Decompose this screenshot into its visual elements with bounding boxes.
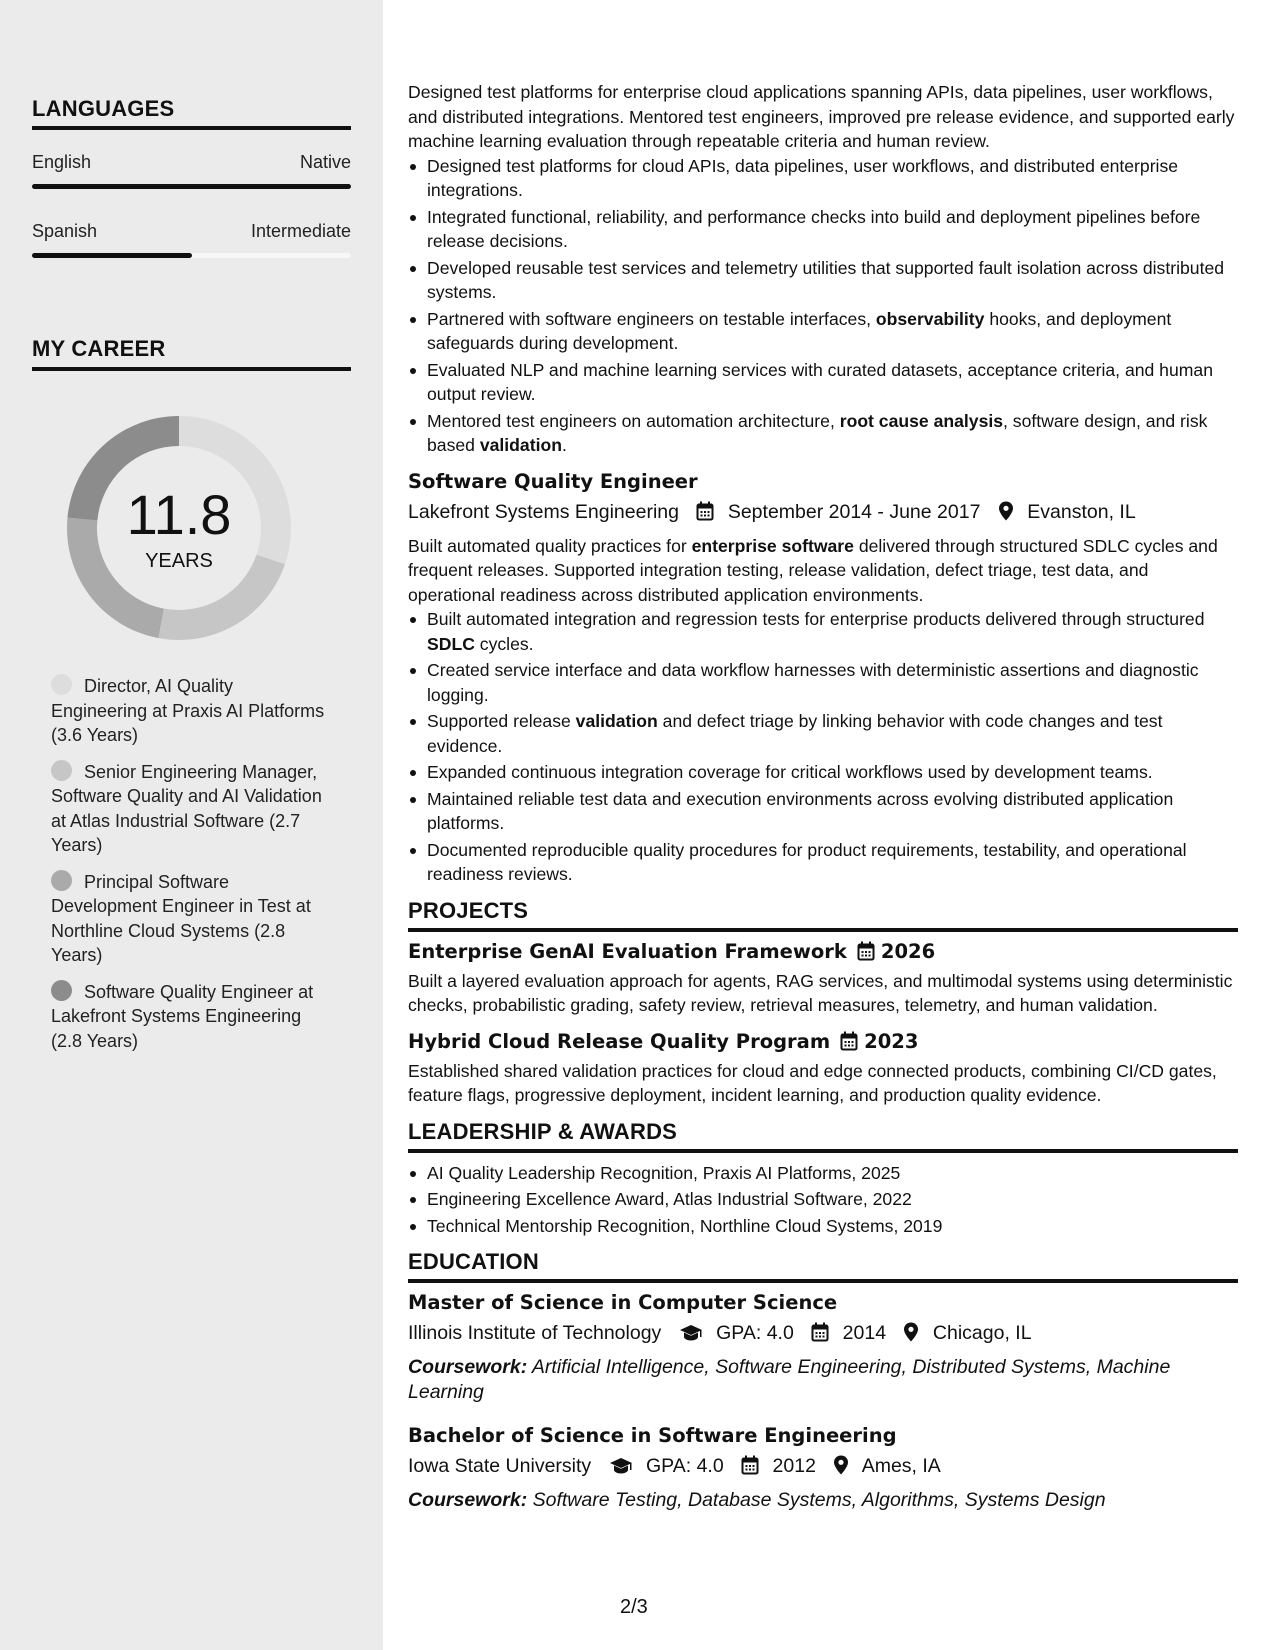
language-item-spanish bbox=[32, 221, 351, 243]
job-location: Evanston, IL bbox=[1027, 500, 1136, 523]
bullet-item: Mentored test engineers on automation architecture, root cause analysis, software design, and risk based validation. bbox=[408, 409, 1238, 458]
school-location: Ames, IA bbox=[861, 1455, 941, 1477]
job-company: Lakefront Systems Engineering bbox=[408, 500, 679, 523]
job-meta bbox=[408, 497, 1238, 530]
location-pin-icon bbox=[998, 500, 1014, 530]
legend-dot-icon bbox=[51, 674, 72, 695]
job-title: Software Quality Engineer bbox=[408, 469, 698, 493]
calendar-icon bbox=[811, 1321, 829, 1351]
coursework-text: Software Testing, Database Systems, Algorithms, Systems Design bbox=[532, 1489, 1106, 1511]
bold-emphasis: SDLC bbox=[427, 633, 475, 654]
career-donut-chart bbox=[64, 413, 294, 643]
calendar-icon bbox=[857, 941, 875, 969]
education-heading: EDUCATION bbox=[408, 1249, 539, 1274]
coursework-text: Artificial Intelligence, Software Engineering, Distributed Systems, Machine Learning bbox=[408, 1356, 1171, 1403]
graduation-cap-icon bbox=[679, 1321, 703, 1351]
page-number: 2/3 bbox=[620, 1596, 648, 1618]
projects-rule bbox=[408, 928, 1238, 932]
career-legend-item bbox=[51, 674, 331, 748]
project-name: Enterprise GenAI Evaluation Framework bbox=[408, 939, 847, 963]
project-description: Established shared validation practices for cloud and edge connected products, combining CI/CD gates, feature flags, progressive deployment, incident learning, and production quality evidence. bbox=[408, 1060, 1217, 1105]
project-title bbox=[408, 938, 1238, 969]
bold-emphasis: enterprise software bbox=[691, 535, 854, 556]
bullet-item: Designed test platforms for cloud APIs, data pipelines, user workflows, and distributed enterprise integrations. bbox=[408, 154, 1238, 203]
awards-heading: LEADERSHIP & AWARDS bbox=[408, 1118, 678, 1144]
graduation-cap-icon bbox=[609, 1454, 633, 1484]
project-description: Built a layered evaluation approach for agents, RAG services, and multimodal systems using deterministic checks, probabilistic grading, safety review, retrieval measures, telemetry, and human validation. bbox=[408, 970, 1233, 1015]
career-role-text: Director, AI Quality Engineering at Praxis AI Platforms (3.6 Years) bbox=[51, 676, 325, 745]
legend-dot-icon bbox=[51, 760, 72, 781]
graduation-year: 2014 bbox=[842, 1322, 887, 1344]
location-pin-icon bbox=[903, 1321, 919, 1351]
calendar-icon bbox=[840, 1031, 858, 1059]
awards-rule bbox=[408, 1149, 1238, 1153]
career-role-text: Senior Engineering Manager, Software Quality and AI Validation at Atlas Industrial Software (2.7 Years) bbox=[51, 761, 322, 855]
job-summary: Built automated quality practices for enterprise software delivered through structured SDLC cycles and frequent releases. Supported integration testing, release validation, defect triage, test data, and operational readiness across distributed application environments. bbox=[408, 535, 1218, 605]
gpa: GPA: 4.0 bbox=[646, 1455, 724, 1477]
education-meta bbox=[408, 1451, 1238, 1484]
bullet-item: Partnered with software engineers on testable interfaces, observability hooks, and deployment safeguards during development. bbox=[408, 307, 1238, 356]
school-name: Illinois Institute of Technology bbox=[408, 1322, 662, 1344]
degree-title: Master of Science in Computer Science bbox=[408, 1291, 838, 1314]
language-bar bbox=[32, 184, 351, 189]
legend-dot-icon bbox=[51, 980, 72, 1001]
career-total-years: 11.8 bbox=[126, 483, 232, 546]
bullet-item: Created service interface and data workflow harnesses with deterministic assertions and diagnostic logging. bbox=[408, 658, 1238, 707]
legend-dot-icon bbox=[51, 870, 72, 891]
coursework-label: Coursework: bbox=[408, 1489, 528, 1511]
language-bar-fill bbox=[32, 253, 192, 258]
graduation-year: 2012 bbox=[772, 1455, 816, 1477]
language-level: Native bbox=[299, 152, 351, 172]
career-legend-item bbox=[51, 760, 331, 858]
job-bullets bbox=[408, 607, 1238, 887]
bullet-item: Developed reusable test services and telemetry utilities that supported fault isolation across distributed systems. bbox=[408, 256, 1238, 305]
coursework bbox=[408, 1355, 1238, 1404]
calendar-icon bbox=[696, 500, 714, 530]
calendar-icon bbox=[741, 1454, 759, 1484]
career-legend-item bbox=[51, 980, 331, 1054]
bold-emphasis: root cause analysis bbox=[839, 410, 1004, 431]
projects-heading: PROJECTS bbox=[408, 897, 529, 923]
bullet-item: Built automated integration and regression tests for enterprise products delivered through structured SDLC cycles. bbox=[408, 607, 1238, 656]
previous-role-summary: Designed test platforms for enterprise cloud applications spanning APIs, data pipelines, user workflows, and distributed integrations. Mentored test engineers, improved pre release evidence, and supported early machine learning evaluation through repeatable criteria and human review. bbox=[408, 82, 1235, 151]
location-pin-icon bbox=[833, 1454, 849, 1484]
sidebar bbox=[0, 0, 383, 1650]
education-rule bbox=[408, 1279, 1238, 1283]
language-bar bbox=[32, 253, 351, 258]
languages-rule bbox=[32, 126, 351, 130]
project-year: 2023 bbox=[864, 1029, 919, 1053]
career-role-text: Software Quality Engineer at Lakefront Systems Engineering (2.8 Years) bbox=[51, 981, 314, 1051]
bullet-item: Evaluated NLP and machine learning services with curated datasets, acceptance criteria, and human output review. bbox=[408, 358, 1238, 407]
bullet-item: Maintained reliable test data and execution environments across evolving distributed application platforms. bbox=[408, 787, 1238, 836]
school-name: Iowa State University bbox=[408, 1455, 592, 1477]
career-role-text: Principal Software Development Engineer in Test at Northline Cloud Systems (2.8 Years) bbox=[51, 871, 311, 965]
bold-emphasis: validation bbox=[575, 711, 658, 731]
language-name: Spanish bbox=[32, 221, 98, 241]
career-total-unit: YEARS bbox=[145, 550, 213, 572]
previous-role-bullets bbox=[408, 154, 1238, 458]
language-level: Intermediate bbox=[250, 221, 351, 241]
career-heading: MY CAREER bbox=[32, 336, 166, 361]
language-bar-fill bbox=[32, 184, 351, 189]
project-year: 2026 bbox=[880, 939, 936, 963]
bold-emphasis: observability bbox=[875, 308, 985, 329]
career-legend bbox=[51, 674, 331, 1065]
award-item: Technical Mentorship Recognition, Northline Cloud Systems, 2019 bbox=[408, 1214, 1238, 1239]
bullet-item: Expanded continuous integration coverage for critical workflows used by development teams. bbox=[408, 760, 1238, 785]
bullet-item: Integrated functional, reliability, and performance checks into build and deployment pipelines before release decisions. bbox=[408, 205, 1238, 254]
gpa: GPA: 4.0 bbox=[716, 1322, 794, 1344]
coursework-label: Coursework: bbox=[408, 1356, 528, 1378]
job-dates: September 2014 - June 2017 bbox=[727, 500, 981, 523]
project-title bbox=[408, 1028, 1238, 1059]
main-content bbox=[408, 80, 1238, 1513]
bullet-item: Supported release validation and defect triage by linking behavior with code changes and test evidence. bbox=[408, 709, 1238, 758]
awards-list bbox=[408, 1161, 1238, 1239]
language-name: English bbox=[32, 152, 92, 172]
career-rule bbox=[32, 367, 351, 371]
bullet-item: Documented reproducible quality procedures for product requirements, testability, and operational readiness reviews. bbox=[408, 838, 1238, 887]
school-location: Chicago, IL bbox=[932, 1322, 1032, 1344]
language-item-english bbox=[32, 152, 351, 174]
award-item: AI Quality Leadership Recognition, Praxis AI Platforms, 2025 bbox=[408, 1161, 1238, 1186]
languages-heading: LANGUAGES bbox=[32, 96, 175, 121]
coursework bbox=[408, 1488, 1238, 1513]
bold-emphasis: validation bbox=[479, 435, 562, 455]
education-meta bbox=[408, 1318, 1238, 1351]
career-legend-item bbox=[51, 870, 331, 968]
degree-title: Bachelor of Science in Software Engineering bbox=[408, 1424, 897, 1447]
project-name: Hybrid Cloud Release Quality Program bbox=[408, 1029, 831, 1053]
award-item: Engineering Excellence Award, Atlas Industrial Software, 2022 bbox=[408, 1187, 1238, 1212]
